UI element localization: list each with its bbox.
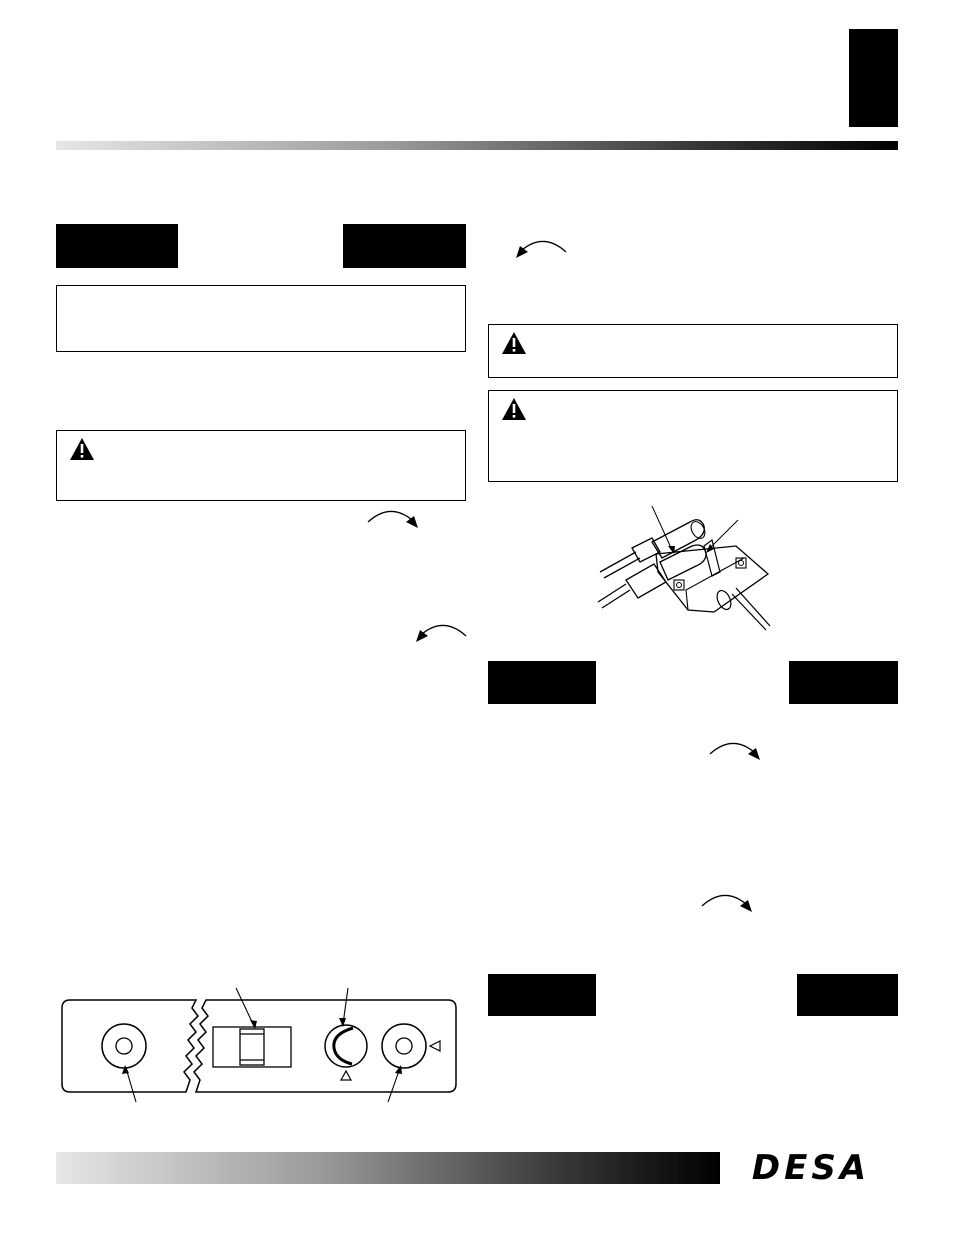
rotate-clockwise-arrow-icon xyxy=(708,738,768,768)
footer-rule xyxy=(56,1152,720,1184)
right-button xyxy=(382,1024,426,1068)
rotate-clockwise-arrow-icon xyxy=(366,506,426,536)
section-header-left-tab-3 xyxy=(488,974,596,1016)
warning-box-right-1 xyxy=(488,324,898,378)
page-tab-marker xyxy=(849,29,898,127)
igniter-button xyxy=(102,1024,146,1068)
pilot-assembly-illustration xyxy=(596,502,786,632)
rocker-switch xyxy=(213,1027,291,1067)
section-header-right-tab-3 xyxy=(797,974,898,1016)
rotate-clockwise-arrow-icon xyxy=(700,890,760,920)
warning-triangle-icon xyxy=(501,331,527,355)
section-header-right-tab xyxy=(343,224,466,268)
brand-logo xyxy=(722,1150,900,1186)
rotate-counterclockwise-arrow-icon xyxy=(412,620,472,650)
control-panel-diagram xyxy=(56,984,466,1104)
notice-box xyxy=(56,285,466,352)
warning-triangle-icon xyxy=(69,437,95,461)
section-header-left-tab-2 xyxy=(488,661,596,704)
section-header-left-tab xyxy=(56,224,178,268)
brand-logo-text: DESA xyxy=(751,1148,871,1188)
warning-box-right-2 xyxy=(488,390,898,482)
warning-triangle-icon xyxy=(501,397,527,421)
warning-box-left xyxy=(56,430,466,501)
section-header-right-tab-2 xyxy=(789,661,898,704)
header-rule xyxy=(56,141,898,150)
rotate-counterclockwise-arrow-icon xyxy=(512,236,572,266)
